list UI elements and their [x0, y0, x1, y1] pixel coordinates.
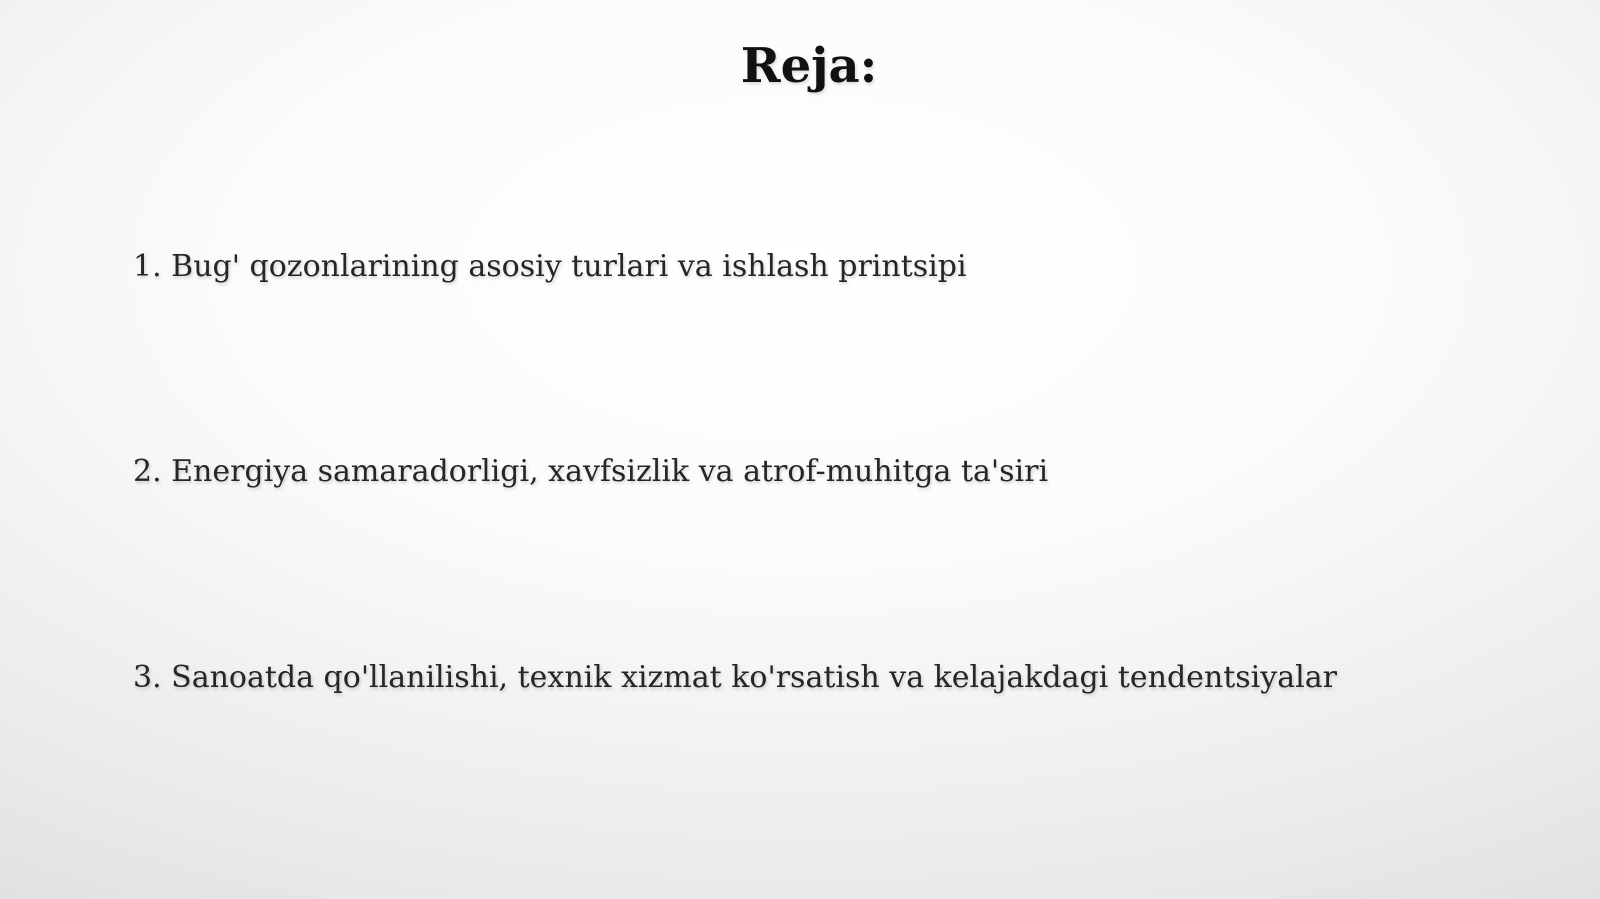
plan-item-1: 1. Bug' qozonlarining asosiy turlari va ishlash printsipi	[133, 249, 967, 284]
plan-item-2: 2. Energiya samaradorligi, xavfsizlik va atrof-muhitga ta'siri	[133, 454, 1049, 489]
plan-item-3: 3. Sanoatda qo'llanilishi, texnik xizmat ko'rsatish va kelajakdagi tendentsiyalar	[133, 660, 1337, 695]
slide-title	[0, 38, 1600, 94]
slide-title-text: Reja:	[740, 38, 878, 94]
